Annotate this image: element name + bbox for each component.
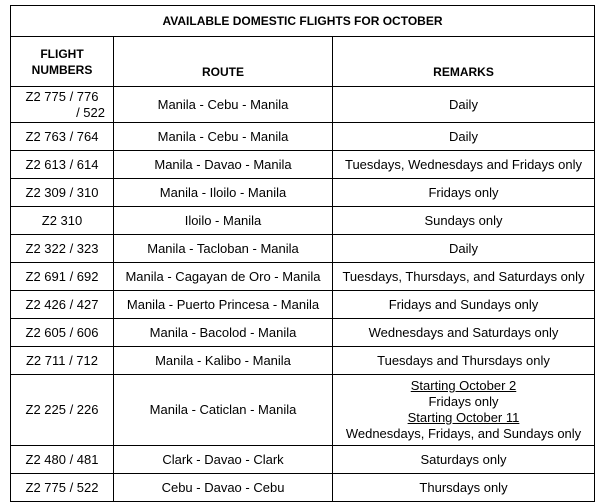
remarks-cell: Thursdays only	[333, 474, 595, 502]
route-cell: Manila - Puerto Princesa - Manila	[114, 291, 333, 319]
route-cell: Clark - Davao - Clark	[114, 446, 333, 474]
flight-number-cell: Z2 480 / 481	[11, 446, 114, 474]
flight-number-cell: Z2 426 / 427	[11, 291, 114, 319]
header-flight-line2: NUMBERS	[31, 62, 93, 77]
remarks-cell: Wednesdays and Saturdays only	[333, 319, 595, 347]
remarks-cell	[333, 375, 595, 446]
header-flight-numbers	[11, 37, 114, 87]
flight-number-cell: Z2 310	[11, 207, 114, 235]
header-route: ROUTE	[114, 37, 333, 87]
remark-schedule: Wednesdays, Fridays, and Sundays only	[345, 426, 582, 441]
route-cell: Manila - Iloilo - Manila	[114, 179, 333, 207]
route-cell: Manila - Cagayan de Oro - Manila	[114, 263, 333, 291]
flight-number-cont: / 522	[76, 104, 105, 120]
flight-number-cell: Z2 613 / 614	[11, 151, 114, 179]
remarks-cell: Saturdays only	[333, 446, 595, 474]
header-flight-line1: FLIGHT	[40, 46, 84, 61]
remarks-cell: Tuesdays, Wednesdays and Fridays only	[333, 151, 595, 179]
table-row	[11, 375, 595, 446]
table-row	[11, 87, 595, 123]
route-cell: Iloilo - Manila	[114, 207, 333, 235]
flight-number-cell: Z2 775 / 522	[11, 474, 114, 502]
table-row	[11, 291, 595, 319]
table-row	[11, 347, 595, 375]
table-row	[11, 123, 595, 151]
flight-number-cell: Z2 605 / 606	[11, 319, 114, 347]
table-row	[11, 179, 595, 207]
remarks-cell: Daily	[333, 123, 595, 151]
remarks-cell: Daily	[333, 235, 595, 263]
table-row	[11, 446, 595, 474]
remarks-cell: Daily	[333, 87, 595, 123]
flights-table	[10, 5, 595, 502]
table-row	[11, 207, 595, 235]
flight-number: Z2 775 / 776	[25, 88, 99, 104]
route-cell: Manila - Davao - Manila	[114, 151, 333, 179]
table-title: AVAILABLE DOMESTIC FLIGHTS FOR OCTOBER	[11, 6, 595, 37]
route-cell: Manila - Tacloban - Manila	[114, 235, 333, 263]
flight-number-cell: Z2 711 / 712	[11, 347, 114, 375]
route-cell: Manila - Kalibo - Manila	[114, 347, 333, 375]
remarks-cell: Tuesdays and Thursdays only	[333, 347, 595, 375]
remark-start-date: Starting October 11	[407, 410, 520, 425]
flight-number-cell: Z2 225 / 226	[11, 375, 114, 446]
table-row	[11, 474, 595, 502]
route-cell: Manila - Bacolod - Manila	[114, 319, 333, 347]
header-remarks: REMARKS	[333, 37, 595, 87]
remarks-cell: Sundays only	[333, 207, 595, 235]
remarks-cell: Tuesdays, Thursdays, and Saturdays only	[333, 263, 595, 291]
flight-number-cell: Z2 691 / 692	[11, 263, 114, 291]
remarks-cell: Fridays and Sundays only	[333, 291, 595, 319]
table-row	[11, 235, 595, 263]
flight-number-cell: Z2 322 / 323	[11, 235, 114, 263]
table-row	[11, 263, 595, 291]
table-row	[11, 151, 595, 179]
table-row	[11, 319, 595, 347]
remarks-cell: Fridays only	[333, 179, 595, 207]
flight-number-cell: Z2 309 / 310	[11, 179, 114, 207]
route-cell: Manila - Caticlan - Manila	[114, 375, 333, 446]
route-cell: Manila - Cebu - Manila	[114, 87, 333, 123]
flight-number-cell: Z2 763 / 764	[11, 123, 114, 151]
route-cell: Manila - Cebu - Manila	[114, 123, 333, 151]
route-cell: Cebu - Davao - Cebu	[114, 474, 333, 502]
flight-number-cell	[11, 87, 114, 123]
remark-schedule: Fridays only	[428, 394, 499, 409]
remark-start-date: Starting October 2	[410, 378, 517, 393]
